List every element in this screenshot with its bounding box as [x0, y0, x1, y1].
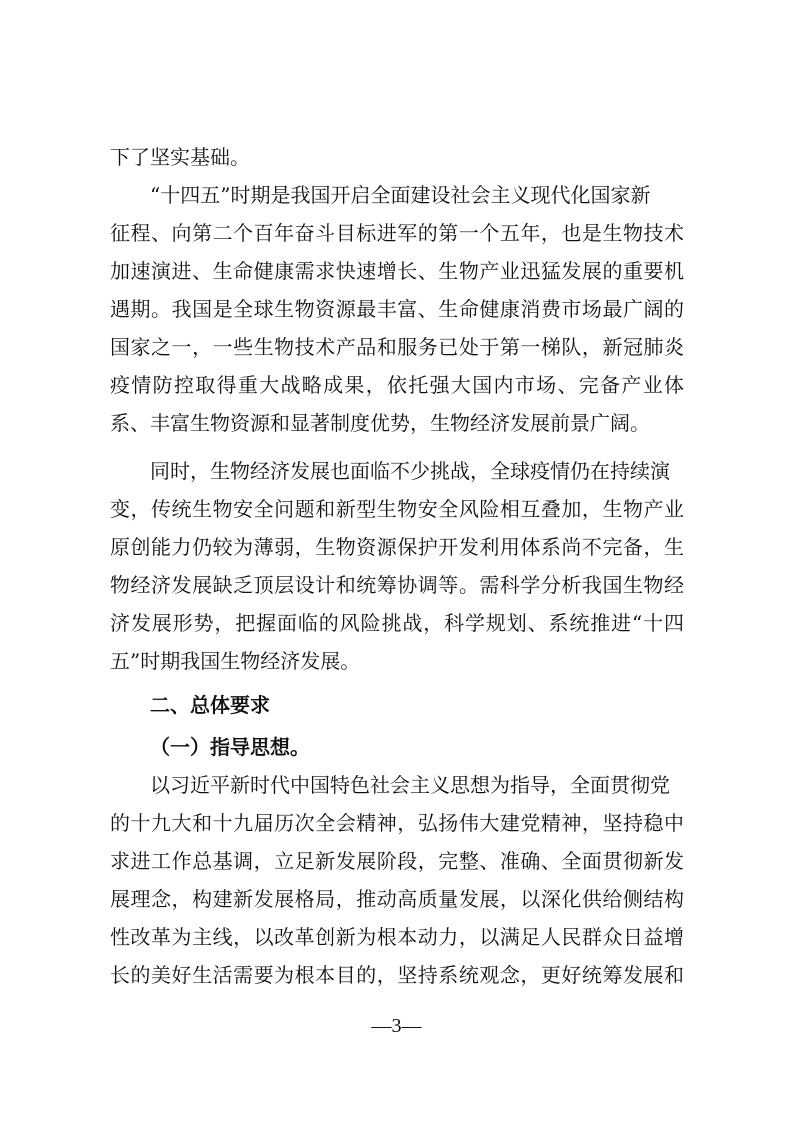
paragraph-line: 求进工作总基调，立足新发展阶段，完整、准确、全面贯彻新发	[110, 849, 684, 873]
paragraph-line: 性改革为主线，以改革创新为根本动力，以满足人民群众日益增	[110, 925, 684, 949]
paragraph-line: 长的美好生活需要为根本目的，坚持系统观念，更好统筹发展和	[110, 963, 684, 987]
subsection-heading: （一）指导思想。	[150, 735, 310, 759]
paragraph-line: 疫情防控取得重大战略成果，依托强大国内市场、完备产业体	[110, 373, 684, 397]
paragraph-line: 的十九大和十九届历次全会精神，弘扬伟大建党精神，坚持稳中	[110, 811, 684, 835]
paragraph-line: 展理念，构建新发展格局，推动高质量发展，以深化供给侧结构	[110, 887, 684, 911]
paragraph-line: 加速演进、生命健康需求快速增长、生物产业迅猛发展的重要机	[110, 259, 684, 283]
paragraph-line: 物经济发展缺乏顶层设计和统筹协调等。需科学分析我国生物经	[110, 573, 684, 597]
paragraph-line: 济发展形势，把握面临的风险挑战，科学规划、系统推进“十四	[110, 611, 684, 635]
paragraph-line: 五”时期我国生物经济发展。	[110, 649, 361, 673]
paragraph-line: 遇期。我国是全球生物资源最丰富、生命健康消费市场最广阔的	[110, 297, 684, 321]
paragraph-line: 同时，生物经济发展也面临不少挑战，全球疫情仍在持续演	[150, 459, 670, 483]
paragraph-line: 国家之一，一些生物技术产品和服务已处于第一梯队，新冠肺炎	[110, 335, 684, 359]
paragraph-line: 变，传统生物安全问题和新型生物安全风险相互叠加，生物产业	[110, 497, 684, 521]
paragraph-line: 以习近平新时代中国特色社会主义思想为指导，全面贯彻党	[150, 773, 670, 797]
page-number: —3—	[371, 1015, 422, 1037]
paragraph-line: 原创能力仍较为薄弱，生物资源保护开发利用体系尚不完备，生	[110, 535, 684, 559]
section-heading: 二、总体要求	[150, 693, 270, 717]
paragraph-line: “十四五”时期是我国开启全面建设社会主义现代化国家新	[150, 183, 651, 207]
paragraph-line: 征程、向第二个百年奋斗目标进军的第一个五年，也是生物技术	[110, 221, 684, 245]
paragraph-line: 下了坚实基础。	[110, 145, 250, 169]
paragraph-line: 系、丰富生物资源和显著制度优势，生物经济发展前景广阔。	[110, 411, 650, 435]
